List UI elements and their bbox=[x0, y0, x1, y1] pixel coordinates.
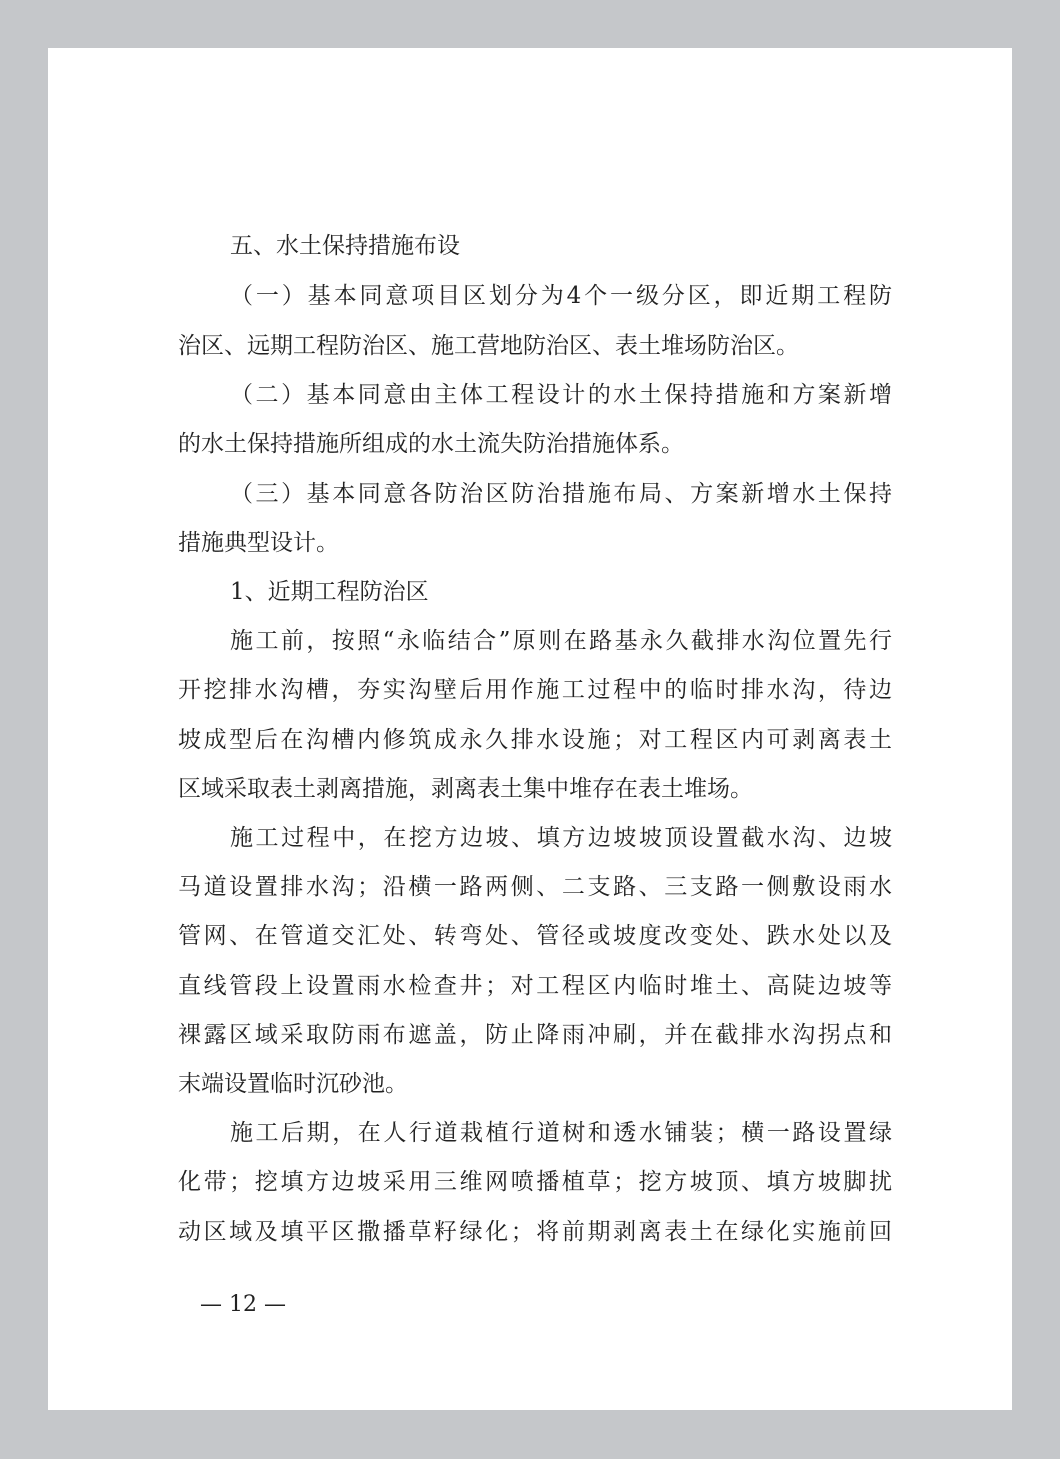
paragraph-line: 直线管段上设置雨水检查井；对工程区内临时堆土、高陡边坡等 bbox=[178, 973, 892, 999]
paragraph-line: （二）基本同意由主体工程设计的水土保持措施和方案新增 bbox=[230, 382, 892, 408]
paragraph-line: 动区域及填平区撒播草籽绿化；将前期剥离表土在绿化实施前回 bbox=[178, 1219, 892, 1245]
paragraph-line: 管网、在管道交汇处、转弯处、管径或坡度改变处、跌水处以及 bbox=[178, 923, 892, 949]
paragraph-line: 化带；挖填方边坡采用三维网喷播植草；挖方坡顶、填方坡脚扰 bbox=[178, 1169, 892, 1195]
paragraph-line: 坡成型后在沟槽内修筑成永久排水设施；对工程区内可剥离表土 bbox=[178, 727, 892, 753]
section-heading: 五、水土保持措施布设 bbox=[230, 233, 460, 259]
paragraph-line: （三）基本同意各防治区防治措施布局、方案新增水土保持 bbox=[230, 481, 892, 507]
paragraph-line: 施工过程中，在挖方边坡、填方边坡坡顶设置截水沟、边坡 bbox=[230, 825, 892, 851]
paragraph-line: 措施典型设计。 bbox=[178, 530, 339, 556]
paragraph-line: 区域采取表土剥离措施，剥离表土集中堆存在表土堆场。 bbox=[178, 776, 753, 802]
subsection-heading: 1、近期工程防治区 bbox=[230, 579, 429, 605]
paragraph-line: 开挖排水沟槽，夯实沟壁后用作施工过程中的临时排水沟，待边 bbox=[178, 677, 892, 703]
paragraph-line: 末端设置临时沉砂池。 bbox=[178, 1071, 408, 1097]
page-number: — 12 — bbox=[200, 1292, 286, 1317]
paragraph-line: （一）基本同意项目区划分为4个一级分区，即近期工程防 bbox=[230, 283, 892, 309]
paragraph-line: 治区、远期工程防治区、施工营地防治区、表土堆场防治区。 bbox=[178, 333, 799, 359]
paragraph-line: 施工前，按照“永临结合”原则在路基永久截排水沟位置先行 bbox=[230, 628, 892, 654]
paragraph-line: 裸露区域采取防雨布遮盖，防止降雨冲刷，并在截排水沟拐点和 bbox=[178, 1022, 892, 1048]
paragraph-line: 施工后期，在人行道栽植行道树和透水铺装；横一路设置绿 bbox=[230, 1120, 892, 1146]
paragraph-line: 马道设置排水沟；沿横一路两侧、二支路、三支路一侧敷设雨水 bbox=[178, 874, 892, 900]
paragraph-line: 的水土保持措施所组成的水土流失防治措施体系。 bbox=[178, 431, 684, 457]
